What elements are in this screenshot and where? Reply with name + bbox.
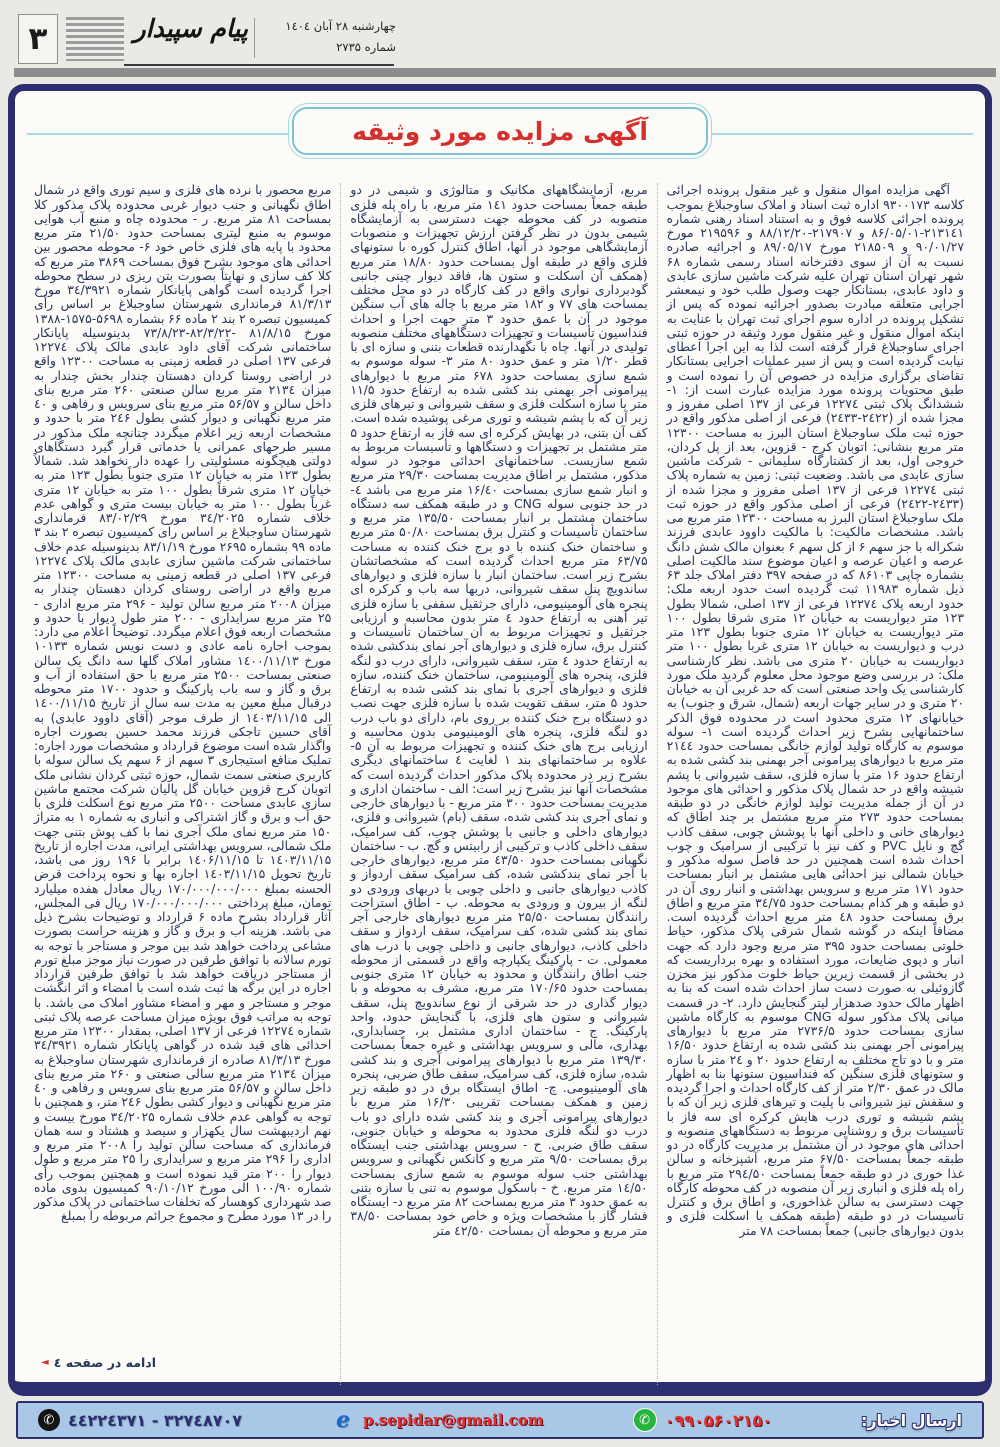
- issue-number: شماره ۲۷۳۵: [336, 40, 396, 54]
- header-divider: [254, 18, 255, 58]
- page-number: ۳: [18, 14, 58, 64]
- title-box: [288, 103, 712, 159]
- email-address: p.sepidar@gmail.com: [362, 1411, 544, 1429]
- date-block: [266, 19, 396, 55]
- masthead-underline: [124, 64, 394, 66]
- header-rule-bar: [14, 68, 996, 77]
- continued-note-text: ادامه در صفحه ٤: [53, 1355, 156, 1370]
- text-column-left: مربع محصور با نرده های فلزی و سیم توری واقع در شمال اطاق نگهبانی و جنب دیوار غربی محدوده پلاک مذکور کلا بمساحت ۸۱ متر مربع. ر - محدوده چاه و منبع آب هوایی موسوم به منبع لیتری بمساحت حدود ۲۱/۵۰ متر مربع محدود با پایه های فلزی خاص خود ۶- محوطه محصور بین احدائی های موجود بشرح فوق بمساحت ۳۸۶۹ متر مربع که کلا کف سازی و نهایتاً بصورت بتن ریزی در سطح محوطه اجرا گردیده است گواهی پایانکار شماره ۳٤/۳۹۲۱ مورخ ۸۱/۳/۱۳ فرمانداری شهرستان ساوجبلاغ بر اساس رأی کمیسیون تبصره ۲ بند ۲ ماده ۶۶ بشماره ۵۶۹۸-۱۵۷۵-۱۳۸۸ مورخ ۸۱/۸/۱۵ -۸۲/۳/۲۲-۷۳/۸/۲۳ بدینوسیله پایانکار ساختمانی شرکت آقای داود عابدی مالک پلاک ۱۲۲۷٤ فرعی ۱۳۷ اصلی در قطعه زمینی به مساحت ۱۲۳۰۰ واقع در اراضی روستا کردان دهستان چندار بخش چندار به میزان ۲۱۳٤ متر مربع سالن صنعتی ۲۶۰ متر مربع بنای داخل سالن و ۵۶/۵۷ متر مربع بنای سرویس و رفاهی و ٤۰ متر مربع نگهبانی و دیوار کشی بطول ۲٤۶ متر با حدود و مشخصات اربعه زیر اعلام میگردد چنانچه ملک مذکور در مسیر طرحهای عمرانی یا خدماتی قرار گیرد دستگاهای دولتی هیچگونه مسئولیتی را عهده دار نخواهد شد. شمالاً بطول ۱۲۳ متر به خیابان ۱۲ متری جنوباً بطول ۱۲۳ متر به خیابان ۱۲ متری شرقاً بطول ۱۰۰ متر به خیابان ۱۲ متری غرباً بطول ۱۰۰ متر به خیابان بیست متری و گواهی عدم خلاف شماره ۳٤/۲۰۲۵ مورخ ۸۳/۰۲/۲۹ فرمانداری شهرستان ساوجبلاغ بر اساس رای کمیسیون تبصره ۲ بند ۳ ماده ۹۹ بشماره ۲۶۹۵ مورخ ۸۳/۱/۱۹ بدینوسیله عدم خلاف ساختمانی شرکت ماشین سازی عابدی مالک پلاک ۱۲۲۷٤ فرعی ۱۳۷ اصلی در قطعه زمینی به مساحت ۱۲۳۰۰ متر مربع واقع در اراضی روستای کردان دهستان چندار به میزان ۲۰۰۸ متر مربع سالن تولید - ۲۹۶ متر مربع اداری - ۲۵ متر مربع سرایداری - ۲۰۰ متر طول دیوار با حدود و مشخصات اربعه فوق اعلام میگردد. توضیحاً اعلام می دارد: بموجب اجاره نامه عادی و دست نویس شماره ۱۰۱۳۳ مورخ ۱٤۰۰/۱۱/۱۳ مشاور املاک گلها سه دانگ یک سالن صنعتی بمساحت ۲۵۰۰ متر مربع با حق استفاده از آب و برق و گاز و سه باب پارکینگ و حدود ۱۷۰۰ متر محوطه درقبال مبلغ معین به مدت سه سال از تاریخ ۱٤۰۰/۱۱/۱۵ الی ۱٤۰۳/۱۱/۱۵ از طرف موجر (آقای داوود عابدی) به آقای حسین تاجکی فرزند محمد حسین بصورت اجاره واگذار شده است موضوع قرارداد و مشخصات مورد اجاره: تملیک منافع استیجاری ۳ سهم از ۶ سهم یک سالن سوله با کاربری صنعتی سمت شمال، حوزه ثبتی کردان نشانی ملک اتوبان کرج قزوین خیابان گل پالیان شرکت مجتمع ماشین سازی عابدی مساحت ۲۵۰۰ متر مربع نوع اسکلت فلزی با حق آب و برق و گاز اشتراکی و انباری به شماره ۱ به متراژ ۱۵۰ متر مربع نمای ملک آجری نما با کف پوش بتنی جهت ملک شمالی، سرویس بهداشتی ایرانی، مدت اجاره از تاریخ ۱٤۰۳/۱۱/۱۵ تا ۱٤۰۶/۱۱/۱۵ برابر با ۱۹۶ روز می باشد، تاریخ تحویل ۱٤۰۳/۱۱/۱۵ اجاره بها و نحوه پرداخت قرض الحسنه بمبلغ ۱۷۰/۰۰۰/۰۰۰/۰۰۰ ریال معادل هفده میلیارد تومان، مبلغ پرداختی ۱۷۰/۰۰۰/۰۰۰/۰۰۰ ریال فی المجلس، آثار قرارداد بشرح ماده ۶ قرارداد و توضیحات بشرح ذیل می باشد. هزینه آب و برق و گاز و هزینه حراست بصورت مشاعی پرداخت خواهد شد بین موجر و مستاجر با توجه به تورم سالانه با توافق طرفین در صورت نیاز موجز مبلغ تورم از مستاجر دریافت خواهد شد با توافق طرفین قرارداد اجاره در این برگه ها ثبت شده است با امضاء و اثر انگشت موجر و مستاجر و مهر و امضاء مشاور املاک می باشد. با توجه به مراتب فوق بویژه میزان مساحت عرصه پلاک ثبتی شماره ۱۲۲۷٤ فرعی از ۱۳۷ اصلی، بمقدار ۱۲۳۰۰ متر مربع احدائی های قید شده در گواهی پایانکار شماره ۳٤/۳۹۲۱ مورخ ۸۱/۳/۱۳ صادره از فرمانداری شهرستان ساوجبلاغ به میزان ۲۱۳٤ متر مربع سالی صنعتی و ۲۶۰ متر مربع بنای داخل سالن و ۵۶/۵۷ متر مربع بنای سرویس و رفاهی و ٤۰ متر مربع نگهبانی و دیوار کشی بطول ۲٤۶ متر، و همچنین با توجه به گواهی عدم خلاف شماره ۳٤/۲۰۲۵ مورخ بیست و نهم اردیبهشت سال یکهزار و سیصد و هشتاد و سه همان فرمانداری که مساحت سالن تولید را ۲۰۰۸ متر مربع و اداری را ۲۹۶ متر مربع و سرایداری را ۲۵ متر مربع و طول دیوار را ۲۰۰ متر قید نموده است و همچنین بموجب رأی شماره ۱۰۰/۹۰ الی مورخ ۹۰/۱۰/۱۲ کمیسیون بدوی ماده صد شهرداری کوهسار که تخلفات ساختمانی در پلاک مذکور را در ۱۳ مورد مطرح و مجموع جرائم مربوطه را بمبلغ: [34, 183, 332, 1224]
- notice-title: آگهی مزایده مورد وثیقه: [352, 116, 648, 146]
- email-group: [331, 1408, 544, 1432]
- masthead-lines-decoration: [66, 17, 124, 61]
- notice-frame: [8, 84, 992, 1396]
- notice-body: [25, 171, 973, 1373]
- text-column-right: آگهی مزایده اموال منقول و غیر منقول پرونده اجرائی کلاسه ۹۳۰۰۱۷۳ اداره ثبت اسناد و املاک ساوجبلاغ بموجب پرونده اجرائی کلاسه فوق و به استناد اسناد رهنی شماره ۲۱۳۱٤۱-۸۶/۰۵/۰۱ و ۲۱۷۹۰۷-۸۸/۱۲/۲۰ و ۲۱۹۵۹۶ مورخ ۹۰/۰۱/۲۷ و ۲۱۸۵۰۹ مورخ ۸۹/۰۵/۱۷ و اجرائیه صادره نسبت به آن از سوی دفترخانه اسناد رسمی شماره ۶۸ شهر تهران استان تهران علیه شرکت ماشین سازی عابدی و داود عابدی، بستانکار جهت وصول طلب خود و نیمعشر اجرایی متعلقه مبادرت بصدور اجرائیه نموده که پس از تشکیل پرونده در اداره سوم اجرای ثبت تهران با عنایت به اینکه اموال منقول و غیر منقول مورد وثیقه در حوزه ثبتی اجرای ساوجبلاغ قرار گرفته است لذا به این اجرا اعطای نیابت گردیده است و پس از سیر عملیات اجرایی بستانکار تقاضای برگزاری مزایده در خصوص آن را نموده است و طبق محتویات پرونده مورد مزایده عبارت است از: ۱- ششدانگ پلاک ثبتی ۱۲۲۷٤ فرعی از ۱۳۷ اصلی مفروز و مجزا شده از (۲٤۲۲-۲٤۳۳) فرعی از اصلی مذکور واقع در حوزه ثبت ملک ساوجبلاغ استان البرز به مساحت ۱۲۳۰۰ متر مربع بنشانی: اتوبان کرج - قزوین، بعد از پل کردان، خروجی اول، بعد از کشتارگاه سلیمانی - شرکت ماشین سازی عابدی می باشد. وضعیت ثبتی: زمین به شماره پلاک ثبتی ۱۲۲۷٤ فرعی از ۱۳۷ اصلی مفروز و مجزا شده از (۲٤۳۳-۲٤۲۲) فرعی از اصلی مذکور واقع در حوزه ثبت ملک ساوجبلاغ استان البرز به مساحت ۱۲۳۰۰ متر مربع می باشد. مشخصات مالکیت: با مالکیت داوود عابدی فرزند شکراله با جز سهم ۶ از کل سهم ۶ بعنوان مالک شش دانگ عرصه و اعیان عرصه و اعیان موضوع سند مالکیت اصلی بشماره چاپی ۸۶۱۰۳ که در صفحه ۳۹۷ دفتر املاک جلد ۶۳ ذیل شماره ۱۱۹۸۳ ثبت گردیده است حدود اربعه ملک: حدود اربعه پلاک ۱۲۲۷٤ فرعی از ۱۳۷ اصلی، شمالا بطول ۱۲۳ متر دیواریست به خیابان ۱۲ متری شرقا بطول ۱۰۰ متر دیواریست به خیابان ۱۲ متری جنوبا بطول ۱۲۳ متر درب و دیواریست به خیابان ۱۲ متری غربا بطول ۱۰۰ متر دیواریست به خیابان ۲۰ متری می باشد. نظر کارشناسی ملک: در بررسی وضع موجود محل معلوم گردید ملک مورد کارشناسی یک واحد صنعتی است که حد غربی آن به خیابان ۲۰ متری و در سایر جهات اربعه (شمال، شرق و جنوب) به خیابانهای ۱۲ متری محدود است در محدوده فوق الذکر ساختمانهایی بشرح زیر احداث گردیده است ۱- سوله موسوم به کارگاه تولید لوازم خانگی بمساحت حدود ۲۱٤٤ متر مربع با دیوارهای پیرامونی آجر بهمنی بند کشی شده به ارتفاع حدود ۱۶ متر با سازه فلزی، سقف شیروانی با پشم شیشه واقع در حد شمال پلاک مذکور و احدائی های موجود در آن از جمله مدیریت تولید لوازم خانگی در دو طبقه بمساحت حدود ۲۷۳ متر مربع مشتمل بر چند اطاق که دیوارهای خانی و داخلی آنها با پوشش چوبی، سقف کاذب گچ و نایل PVC و کف نیز با ترکیبی از سرامیک و چوب احداث شده است همچنین در حد فاصل سوله مذکور و خیابان شمالی نیز احدائی هایی مشتمل بر انبار بمساحت حدود ۱۷۱ متر مربع و سرویس بهداشتی و انبار روی آن در دو طبقه و هر کدام بمساحت حدود ۳٤/۷۵ متر مربع و اطاق برق بمساحت حدود ٤۸ متر مربع احداث گردیده است. مضافاً اینکه در گوشه شمال شرقی پلاک مذکور، حیاط خلوتی بمساحت حدود ۳۹۵ متر مربع وجود دارد که جهت انبار و دپوی ضایعات، مورد استفاده و بهره برداریست که در بخشی از قسمت زیرین حیاط خلوت مذکور نیز مخزن گازوئیلی به صورت دست ساز احداث شده است که بنا به اظهار مالک حدود صدهزار لیتر گنجایش دارد. ۲- در قسمت میانی پلاک مذکور سوله CNG موسوم به کارگاه ماشین سازی بمساحت حدود ۲۷۳۶/۵ متر مربع با دیوارهای پیرامونی آجر بهمنی بند کشی شده به ارتفاع حدود ۱۶/۵۰ متر و با دو تاج مختلف به ارتفاع حدود ۲۰ و ۲٤ متر با سازه و ستونهای فلزی سنگین که فنداسیون ستونها بنا به اظهار مالک در عمق ۲/۳۰ متر از کف کارگاه احداث و اجرا گردیده و سقفش نیز شیروانی با پلیت و تیرهای فلزی زیر آن که با پشم شیشه و توری درب هایش کرکره ای سه فاز با تأسیسات برق و روشنایی مربوط به دستگاههای منصوبه و احدائی های موجود در آن مشتمل بر مدیریت کارگاه در دو طبقه جمعاً بمساحت ۶۷/۵۰ متر مربع، آشپزخانه و سالن غذا خوری در دو طبقه جمعاً بمساحت ۲۹٤/۵۰ متر مربع با راه پله فلزی و انباری زیر آن منصوبه در کف محوطه کارگاه جهت دسترسی به سالن غذاخوری، و اطاق برق و کنترل تأسیسات در دو طبقه (طبقه همکف با اسکلت فلزی و بدون دیوارهای جانبی) جمعاً بمساحت ۷۸ متر: [657, 183, 973, 1385]
- text-column-middle: مربع، آزمایشگاههای مکانیک و متالوژی و شیمی در دو طبقه جمعاً بمساحت حدود ۱٤۱ متر مربع، با راه پله فلزی منصوبه در کف محوطه جهت دسترسی به آزمایشگاه شیمی بدون در نظر گرفتن ارزش تجهیزات و منصوبات آزمایشگاهی موجود در آنها، اطاق کنترل کوره با ستونهای فلزی واقع در طبقه اول بمساحت حدود ۱۸/۸۰ متر مربع (همکف آن اسکلت و ستون ها، فاقد دیوار چینی جانبی گودبرداری نواری واقع در کف کارگاه در دو محل مختلف بمساحت های ۷۷ و ۱۸۲ متر مربع با چاله های آب سنگین موجود در آن با عمق حدود ۳ متر جهت اجرا و احداث فنداسیون تأسیسات و تجهیزات دستگاههای مختلف منصوبه تولیدی در آنها. چاه با نگهدارنده قطعات بتنی و سازه ای با قطر ۱/۲۰ متر و عمق حدود ۸۰ متر ۳- سوله موسوم به شمع سازی بمساحت حدود ۶۷۸ متر مربع با دیوارهای پیرامونی آجر بهمنی بند کشی شده به ارتفاع حدود ۱۱/۵ متر با سازه اسکلت فلزی و سقف شیروانی و تیرهای فلزی زیر آن که با پشم شیشه و توری مرغی پوشیده شده است. کف آن بتنی، در بهایش کرکره ای سه فاز به ارتفاع حدود ۵ متر مشتمل بر تجهیزات و دستگاهها و تأسیسات مربوط به شمع سازیست. ساختمانهای احدائی موجود در سوله مذکور، مشتمل بر اطاق مدیریت بمساحت ۲۹/۳۰ متر مربع و انبار شمع سازی بمساحت ۱۶/٤۰ متر مربع می باشد ٤- در حد جنوبی سوله CNG و در طبقه همکف سه دستگاه ساختمان مشتمل بر انبار بمساحت ۱۳۵/۵۰ متر مربع و ساختمان تأسیسات و کنترل برق بمساحت ۵۰/۸۰ متر مربع و ساختمان خنک کننده با دو برج خنک کننده به مساحت ۶۳/۷۵ متر مربع احداث گردیده است که مشخصاتشان بشرح زیر است. ساختمان انبار با سازه فلزی و دیوارهای ساندویچ پنل سقف شیروانی، دربها سه باب و کرکره ای پنجره های آلومینیومی، دارای جرثقیل سقفی با سازه فلزی تیر آهنی به ارتفاع حدود ٤ متر بدون محاسبه و ارزیابی جرثقیل و تجهیزات مربوط به آن ساختمان تأسیسات و کنترل برق، سازه فلزی و دیوارهای آجر نمای بندکشی شده به ارتفاع حدود ٤ متر، سقف شیروانی، دارای درب دو لنگه فلزی، پنجره های آلومینیومی، ساختمان خنک کننده، سازه فلزی و دیوارهای آجری با نمای بند کشی شده به ارتفاع حدود ۵ متر، سقف تقویت شده با سازه فلزی جهت نصب دو دستگاه برج خنک کننده بر روی بام، دارای دو باب درب دو لنگه فلزی، پنجره های آلومینیومی بدون محاسبه و ارزیابی برج های خنک کننده و تجهیزات مربوط به آن ۵- علاوه بر ساختمانهای بند ۱ لغایت ٤ ساختمانهای دیگری بشرح زیر در محدوده پلاک مذکور احداث گردیده است که مشخصات آنها نیز بشرح زیر است: الف - ساختمان اداری و مدیریت بمساحت حدود ۳۰۰ متر مربع - با دیوارهای خارجی و نمای آجری بند کشی شده، سقف (بام) شیروانی و فلزی، دیوارهای داخلی و جانبی با پوشش چوب، کف سرامیک، سقف داخلی کاذب و ترکیبی از رابیتس و گچ. ب - ساختمان نگهبانی بمساحت حدود ٤۳/۵۰ متر مربع، دیوارهای خارجی با آجر نمای بندکشی شده، کف سرامیک سقف اردواز و کاذب دیوارهای جانبی و داخلی چوبی با دربهای ورودی دو لنگه از بیرون و ورودی به محوطه. ب - اطاق استراحت رانندگان بمساحت ۲۵/۵۰ متر مربع دیوارهای خارجی آجر نمای بند کشی شده، کف سرامیک، سقف اردواز و سقف داخلی کاذب، دیوارهای جانبی و داخلی چوبی با درب های معمولی. ت - پارکینگ یکپارچه واقع در قسمتی از محوطه جنب اطاق رانندگان و محدود به خیابان ۱۲ متری جنوبی بمساحت حدود ۱۷۰/۶۵ متر مربع، مشرف به محوطه و با دیوار گذاری در حد شرقی از نوع ساندویچ پنل، سقف شیروانی و ستون های فلزی، با گنجایش حدود، واحد پارکینگ. ج - ساختمان اداری مشتمل بر، حسابداری، بهداری، مالی و سرویس بهداشتی و غیره جمعاً بمساحت ۱۳۹/۳۰ متر مربع با دیوارهای پیرامونی آجری و بند کشی شده، سازه فلزی، کف سرامیک، سقف طاق ضربی، پنجره های آلومینیومی. چ- اطاق ایستگاه برق در دو طبقه زیر زمین و همکف بمساحت تقریبی ۱۶/۳۰ متر مربع با دیوارهای پیرامونی آجری و بند کشی شده دارای دو باب درب دو لنگه فلزی محدود به محوطه و خیابان جنوبی، سقف طاق ضربی. ح - سرویس بهداشتی جنب ایستگاه برق بمساحت ۹/۵۰ متر مربع و کانکس نگهبانی و سرویس بهداشتی جنب سوله موسوم به شمع سازی بمساحت ۱٤/۵۰ متر مربع. خ - باسکول موسوم به تنی با سازه بتنی به عمق حدود ۳ متر مربع بمساحت ۸۲ متر مربع د- ایستگاه فشار گاز با مشخصات ویژه و خاص خود بمساحت ۳۸/۵۰ متر مربع و محوطه آن بمساحت ٤۲/۵۰ متر: [340, 183, 656, 1385]
- contact-footer-bar: [16, 1401, 984, 1439]
- continued-arrow-icon: ◄: [41, 1357, 49, 1368]
- whatsapp-group: [633, 1408, 772, 1432]
- whatsapp-icon: ✆: [633, 1408, 657, 1432]
- phone-group: [38, 1409, 242, 1431]
- whatsapp-number: ۰۹۹۰۵۶۰۲۱۵۰: [664, 1410, 773, 1430]
- continued-on-page-note: [41, 1355, 156, 1370]
- email-e-icon: e: [335, 1407, 350, 1433]
- issue-date: چهارشنبه ۲۸ آبان ۱٤۰٤: [285, 19, 396, 33]
- phone-numbers: ۳۲۷٤۸۷۰۷ - ٤٤۲۲٤۳۷۱: [68, 1410, 243, 1430]
- send-news-group: [861, 1411, 962, 1430]
- phone-icon: ✆: [37, 1408, 62, 1433]
- newspaper-logo: پیام سپیدار: [133, 14, 248, 43]
- send-news-label: ارسال اخبار:: [860, 1410, 962, 1430]
- notice-title-banner: [23, 103, 977, 165]
- masthead: [16, 12, 984, 66]
